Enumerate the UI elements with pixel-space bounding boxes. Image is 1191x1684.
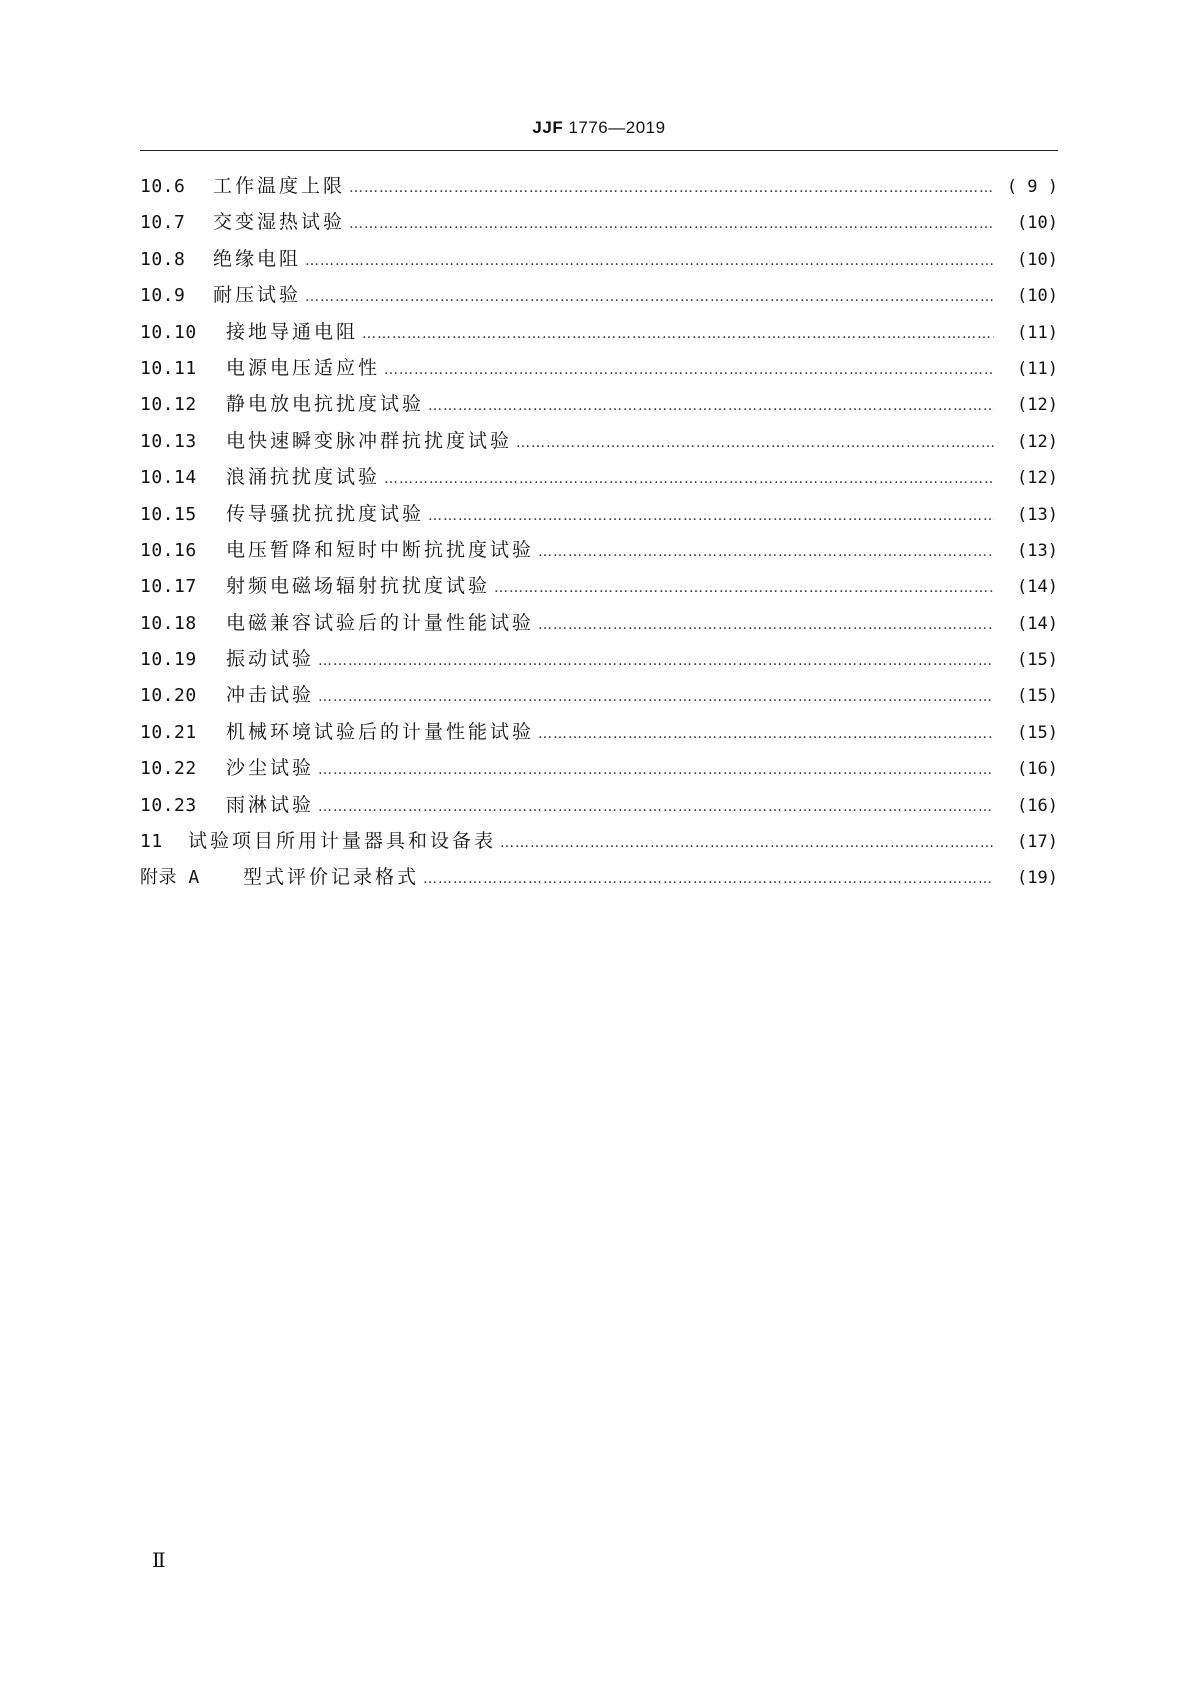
toc-dot-leader (538, 716, 994, 752)
toc-entry-page: (13) (1017, 504, 1058, 525)
toc-dot-leader (538, 534, 994, 570)
toc-entry-number: 10.23 (140, 794, 197, 816)
toc-entry-page: (14) (1017, 613, 1058, 634)
toc-entry-title: 电磁兼容试验后的计量性能试验 (226, 611, 535, 634)
toc-entry-title: 电快速瞬变脉冲群抗扰度试验 (226, 429, 513, 452)
toc-entry-title: 耐压试验 (213, 284, 302, 307)
toc-entry-page: (10) (1017, 249, 1058, 270)
toc-entry-number: 10.14 (140, 467, 197, 489)
toc-entry-number: 10.20 (140, 685, 197, 707)
toc-entry-number: 附录 A (140, 867, 200, 889)
toc-entry[interactable] (140, 823, 1058, 859)
toc-entry-number: 10.16 (140, 539, 197, 561)
toc-dot-leader (305, 243, 994, 279)
toc-entry-page: (11) (1017, 358, 1058, 379)
toc-dot-leader (362, 316, 994, 352)
toc-entry-page: (11) (1017, 322, 1058, 343)
toc-entry-page: (15) (1017, 686, 1058, 707)
toc-dot-leader (538, 607, 994, 643)
toc-dot-leader (500, 825, 994, 861)
standard-code: JJF (532, 118, 564, 137)
toc-entry-page: (12) (1017, 468, 1058, 489)
toc-entry-title: 传导骚扰抗扰度试验 (226, 502, 425, 525)
toc-entry-title: 冲击试验 (226, 684, 315, 707)
toc-entry-number: 10.9 (140, 285, 186, 307)
toc-entry-page: (15) (1017, 722, 1058, 743)
toc-dot-leader (428, 498, 994, 534)
toc-entry-title: 雨淋试验 (226, 793, 315, 816)
toc-dot-leader (423, 861, 994, 897)
toc-entry-number: 10.22 (140, 758, 197, 780)
toc-dot-leader (384, 461, 994, 497)
toc-entry-page: ( 9 ) (1006, 177, 1058, 197)
toc-entry[interactable] (140, 750, 1058, 786)
toc-entry-page: (15) (1017, 650, 1058, 671)
toc-entry-title: 交变湿热试验 (213, 211, 346, 234)
toc-entry-number: 11 (140, 831, 163, 853)
toc-dot-leader (349, 170, 994, 206)
toc-entry-number: 10.11 (140, 357, 197, 379)
toc-entry-page: (12) (1017, 431, 1058, 452)
toc-entry-number: 10.12 (140, 394, 197, 416)
toc-entry-title: 电压暂降和短时中断抗扰度试验 (226, 538, 535, 561)
toc-entry[interactable] (140, 168, 1058, 204)
toc-entry[interactable] (140, 859, 1058, 895)
toc-entry-page: (19) (1017, 868, 1058, 889)
toc-entry[interactable] (140, 459, 1058, 495)
toc-entry-number: 10.7 (140, 212, 186, 234)
toc-entry-title: 振动试验 (226, 648, 315, 671)
toc-entry-number: 10.17 (140, 576, 197, 598)
toc-dot-leader (305, 279, 994, 315)
toc-dot-leader (494, 570, 994, 606)
toc-entry-title: 电源电压适应性 (226, 356, 381, 379)
toc-dot-leader (318, 789, 994, 825)
toc-entry[interactable] (140, 386, 1058, 422)
toc-entry-page: (13) (1017, 540, 1058, 561)
toc-entry[interactable] (140, 277, 1058, 313)
page-number: Ⅱ (152, 1548, 166, 1572)
toc-entry[interactable] (140, 204, 1058, 240)
toc-entry-page: (10) (1017, 213, 1058, 234)
toc-entry[interactable] (140, 532, 1058, 568)
toc-entry-number: 10.6 (140, 176, 186, 197)
toc-dot-leader (384, 352, 994, 388)
toc-entry-page: (10) (1017, 286, 1058, 307)
toc-dot-leader (428, 388, 994, 424)
toc-entry-number: 10.8 (140, 248, 186, 270)
toc-entry-page: (14) (1017, 577, 1058, 598)
toc-entry-page: (16) (1017, 759, 1058, 780)
page-header (140, 118, 1058, 138)
toc-entry-title: 绝缘电阻 (213, 247, 302, 270)
toc-dot-leader (516, 425, 994, 461)
toc-entry-title: 沙尘试验 (226, 757, 315, 780)
toc-entry[interactable] (140, 241, 1058, 277)
toc-dot-leader (318, 752, 994, 788)
toc-entry-number: 10.19 (140, 649, 197, 671)
toc-entry-number: 10.13 (140, 430, 197, 452)
toc-entry-page: (17) (1017, 832, 1058, 853)
toc-entry-title: 型式评价记录格式 (243, 866, 420, 889)
toc-entry[interactable] (140, 568, 1058, 604)
toc-entry[interactable] (140, 496, 1058, 532)
toc-entry[interactable] (140, 641, 1058, 677)
toc-entry[interactable] (140, 787, 1058, 823)
toc-entry[interactable] (140, 714, 1058, 750)
toc-entry-title: 机械环境试验后的计量性能试验 (226, 720, 535, 743)
toc-entry-number: 10.10 (140, 321, 197, 343)
toc-dot-leader (349, 206, 994, 242)
toc-entry-title: 射频电磁场辐射抗扰度试验 (226, 575, 491, 598)
toc-entry-number: 10.21 (140, 721, 197, 743)
table-of-contents (140, 168, 1058, 896)
toc-entry[interactable] (140, 350, 1058, 386)
toc-entry[interactable] (140, 605, 1058, 641)
toc-entry-title: 浪涌抗扰度试验 (226, 466, 381, 489)
toc-entry-number: 10.18 (140, 612, 197, 634)
toc-entry-title: 工作温度上限 (213, 175, 346, 197)
toc-entry-number: 10.15 (140, 503, 197, 525)
toc-entry[interactable] (140, 677, 1058, 713)
toc-entry-title: 接地导通电阻 (226, 320, 359, 343)
toc-entry-title: 静电放电抗扰度试验 (226, 393, 425, 416)
header-divider (140, 150, 1058, 151)
toc-dot-leader (318, 643, 994, 679)
standard-number: 1776—2019 (568, 118, 666, 137)
toc-entry-page: (16) (1017, 795, 1058, 816)
toc-entry-title: 试验项目所用计量器具和设备表 (188, 830, 497, 853)
toc-dot-leader (318, 679, 994, 715)
toc-entry[interactable] (140, 423, 1058, 459)
toc-entry-page: (12) (1017, 395, 1058, 416)
toc-entry[interactable] (140, 314, 1058, 350)
